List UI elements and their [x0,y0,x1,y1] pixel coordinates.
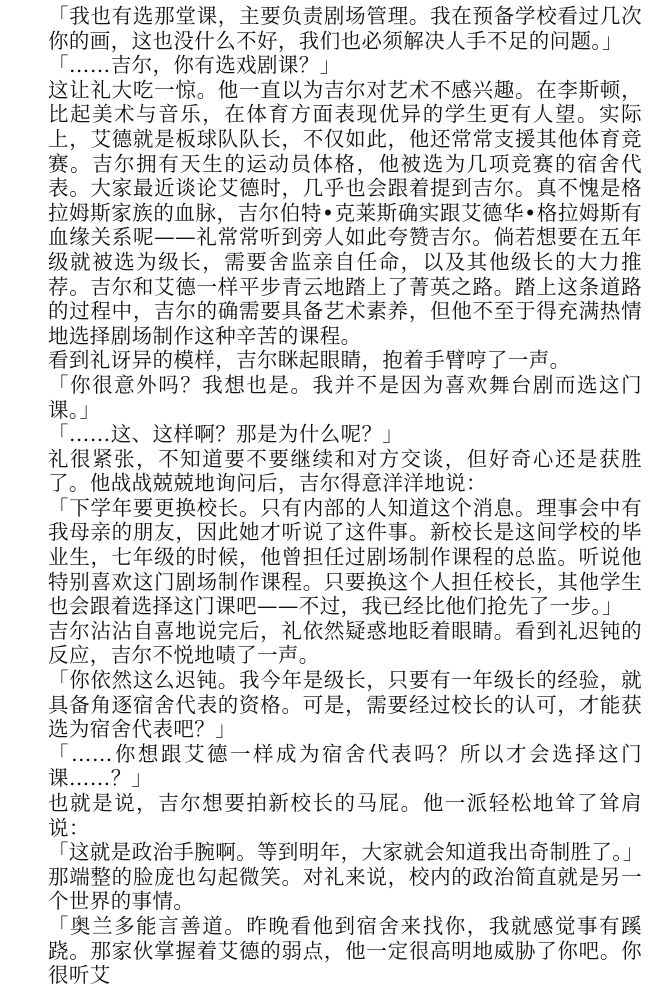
dialogue-paragraph: 「这就是政治手腕啊。等到明年，大家就会知道我出奇制胜了。」 [48,840,644,865]
dialogue-paragraph: 「你很意外吗？我想也是。我并不是因为喜欢舞台剧而选这门课。」 [48,372,642,422]
dialogue-paragraph: 「下学年要更换校长。只有内部的人知道这个消息。理事会中有我母亲的朋友，因此她才听说了这件事。新校长是这间学校的毕业生，七年级的时候，他曾担任过剧场制作课程的总监。听说他特别喜欢这门剧场制作课程。只要换这个人担任校长，其他学生也会跟着选择这门课吧——不过，我已经比他们抢先了一步。」 [48,495,642,619]
dialogue-paragraph: 「……吉尔，你有选戏剧课？」 [48,53,341,78]
dialogue-paragraph: 「你依然这么迟钝。我今年是级长，只要有一年级长的经验，就具备角逐宿舍代表的资格。可是，需要经过校长的认可，才能获选为宿舍代表吧？」 [48,668,642,742]
narration-paragraph: 礼很紧张，不知道要不要继续和对方交谈，但好奇心还是获胜了。他战战兢兢地询问后，吉尔得意洋洋地说： [48,446,642,496]
narration-paragraph: 看到礼讶异的模样，吉尔眯起眼睛，抱着手臂哼了一声。 [48,348,571,373]
dialogue-paragraph: 「奥兰多能言善道。昨晚看他到宿舍来找你，我就感觉事有蹊跷。那家伙掌握着艾德的弱点，他一定很高明地威胁了你吧。你很听艾 [48,913,642,988]
dialogue-paragraph: 「……这、这样啊？那是为什么呢？」 [48,422,404,447]
narration-paragraph: 吉尔沾沾自喜地说完后，礼依然疑惑地眨着眼睛。看到礼迟钝的反应，吉尔不悦地啧了一声。 [48,618,642,668]
narration-paragraph: 那端整的脸庞也勾起微笑。对礼来说，校内的政治简直就是另一个世界的事情。 [48,864,642,914]
narration-paragraph: 也就是说，吉尔想要拍新校长的马屁。他一派轻松地耸了耸肩说： [48,791,642,840]
narration-paragraph: 这让礼大吃一惊。他一直以为吉尔对艺术不感兴趣。在李斯顿，比起美术与音乐，在体育方面表现优异的学生更有人望。实际上，艾德就是板球队队长，不仅如此，他还常常支援其他体育竞赛。吉尔拥有天生的运动员体格，他被选为几项竞赛的宿舍代表。大家最近谈论艾德时，几乎也会跟着提到吉尔。真不愧是格拉姆斯家族的血脉，吉尔伯特•克莱斯确实跟艾德华•格拉姆斯有血缘关系呢——礼常常听到旁人如此夸赞吉尔。倘若想要在五年级就被选为级长，需要舍监亲自任命，以及其他级长的大力推荐。吉尔和艾德一样平步青云地踏上了菁英之路。踏上这条道路的过程中，吉尔的确需要具备艺术素养，但他不至于得充满热情地选择剧场制作这种辛苦的课程。 [48,77,642,348]
dialogue-paragraph: 「……你想跟艾德一样成为宿舍代表吗？所以才会选择这门课……？」 [48,741,642,791]
dialogue-paragraph: 「我也有选那堂课，主要负责剧场管理。我在预备学校看过几次你的画，这也没什么不好，我们也必须解决人手不足的问题。」 [48,4,642,53]
